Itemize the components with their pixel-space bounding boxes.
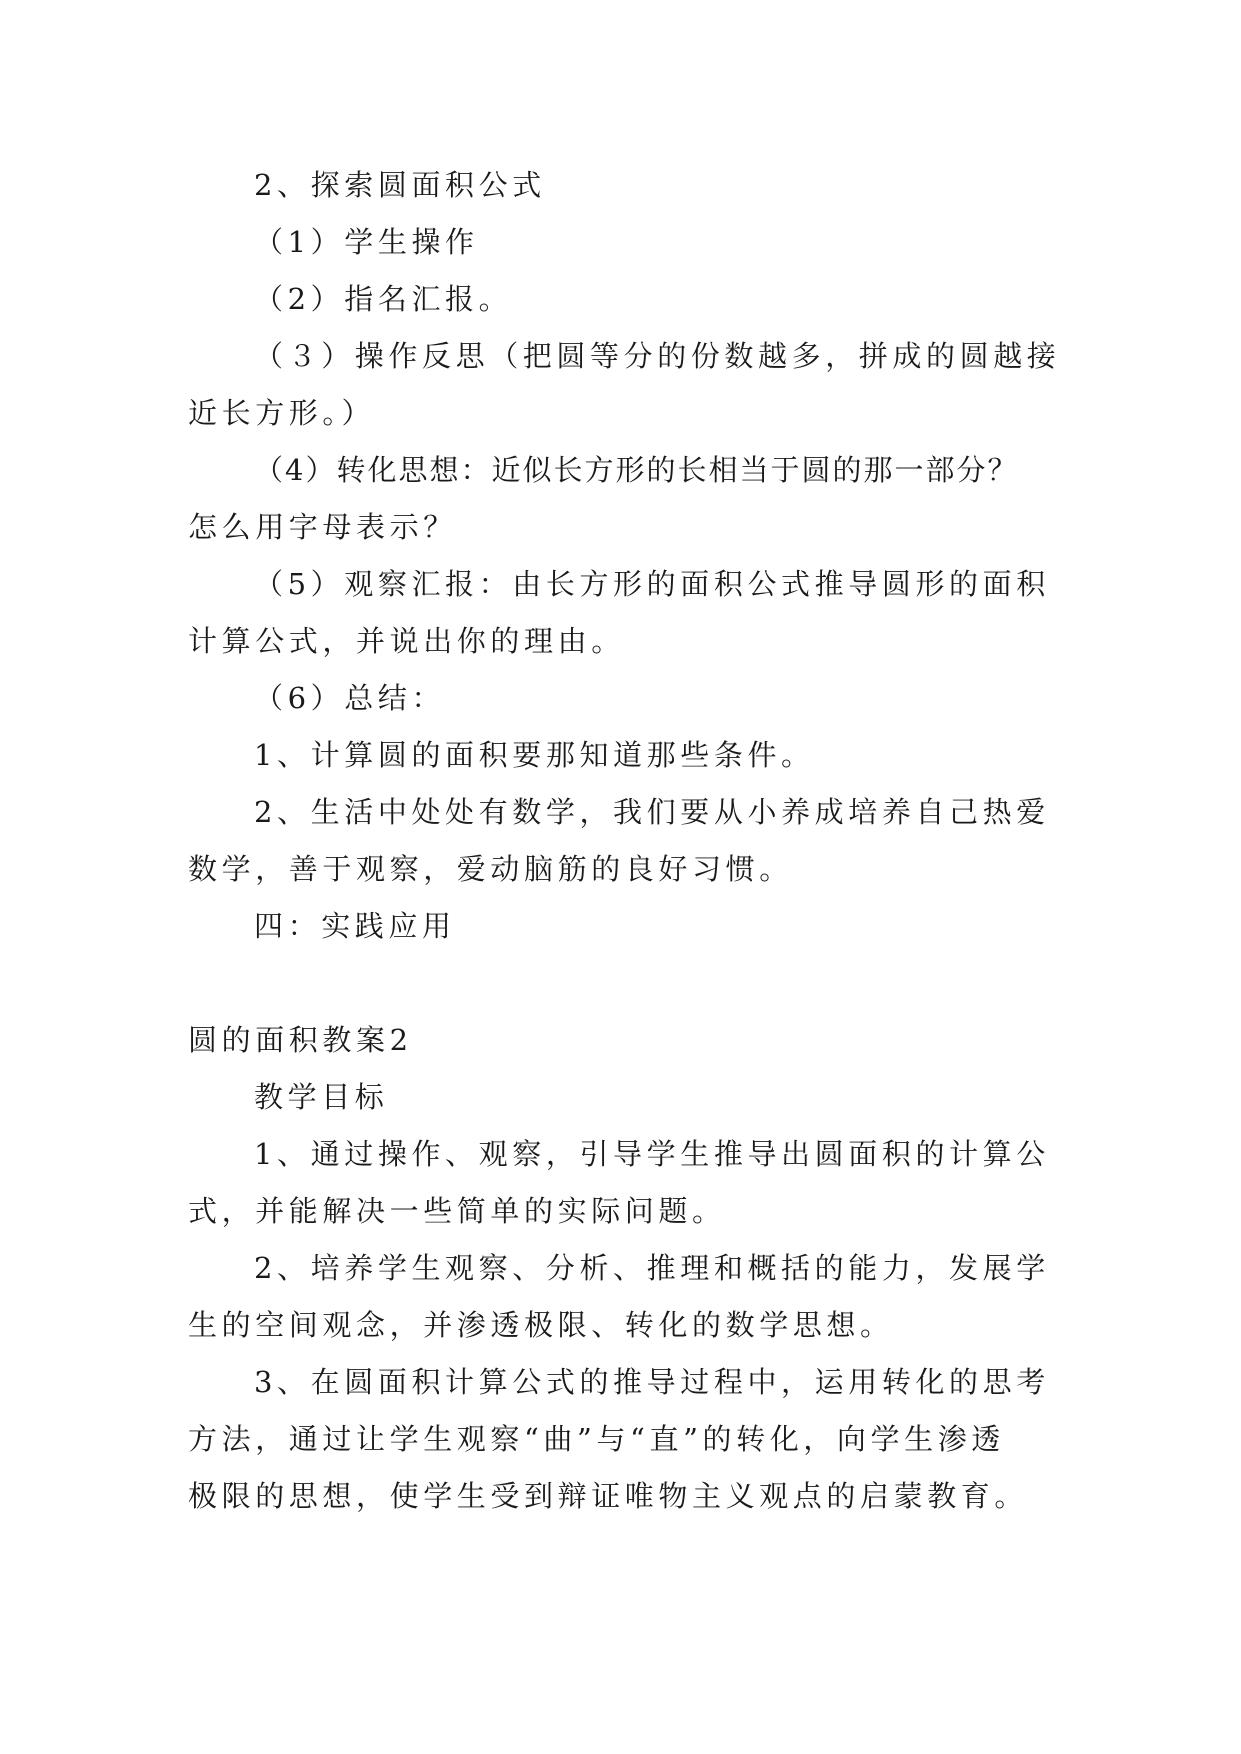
text-line: （1）学生操作 — [254, 225, 479, 259]
text-line: 数学，善于观察，爱动脑筋的良好习惯。 — [188, 852, 793, 886]
text-line: （4）转化思想：近似长方形的长相当于圆的那一部分？ — [254, 453, 1019, 487]
text-line: 2、探索圆面积公式 — [254, 168, 546, 202]
section-heading: 教学目标 — [254, 1080, 389, 1114]
text-line: （5）观察汇报：由长方形的面积公式推导圆形的面积 — [254, 567, 1050, 601]
text-line: 怎么用字母表示？ — [188, 510, 457, 544]
text-line: （３）操作反思（把圆等分的份数越多，拼成的圆越接 — [254, 339, 1061, 373]
text-line: 生的空间观念，并渗透极限、转化的数学思想。 — [188, 1308, 894, 1342]
text-line: 2、培养学生观察、分析、推理和概括的能力，发展学 — [254, 1251, 1050, 1285]
text-line: 方法，通过让学生观察“曲”与“直”的转化，向学生渗透 — [188, 1422, 1005, 1456]
section-heading: 四：实践应用 — [254, 909, 456, 943]
text-line: 近长方形。） — [188, 396, 376, 430]
text-line: 计算公式，并说出你的理由。 — [188, 624, 625, 658]
text-line: 1、通过操作、观察，引导学生推导出圆面积的计算公 — [254, 1137, 1050, 1171]
text-line: （6）总结： — [254, 681, 446, 715]
text-line: 极限的思想，使学生受到辩证唯物主义观点的启蒙教育。 — [188, 1479, 1029, 1513]
text-line: 式，并能解决一些简单的实际问题。 — [188, 1194, 726, 1228]
text-line: 3、在圆面积计算公式的推导过程中，运用转化的思考 — [254, 1365, 1050, 1399]
document-title: 圆的面积教案2 — [188, 1023, 413, 1057]
text-line: （2）指名汇报。 — [254, 282, 513, 316]
text-line: 1、计算圆的面积要那知道那些条件。 — [254, 738, 815, 772]
text-line: 2、生活中处处有数学，我们要从小养成培养自己热爱 — [254, 795, 1050, 829]
